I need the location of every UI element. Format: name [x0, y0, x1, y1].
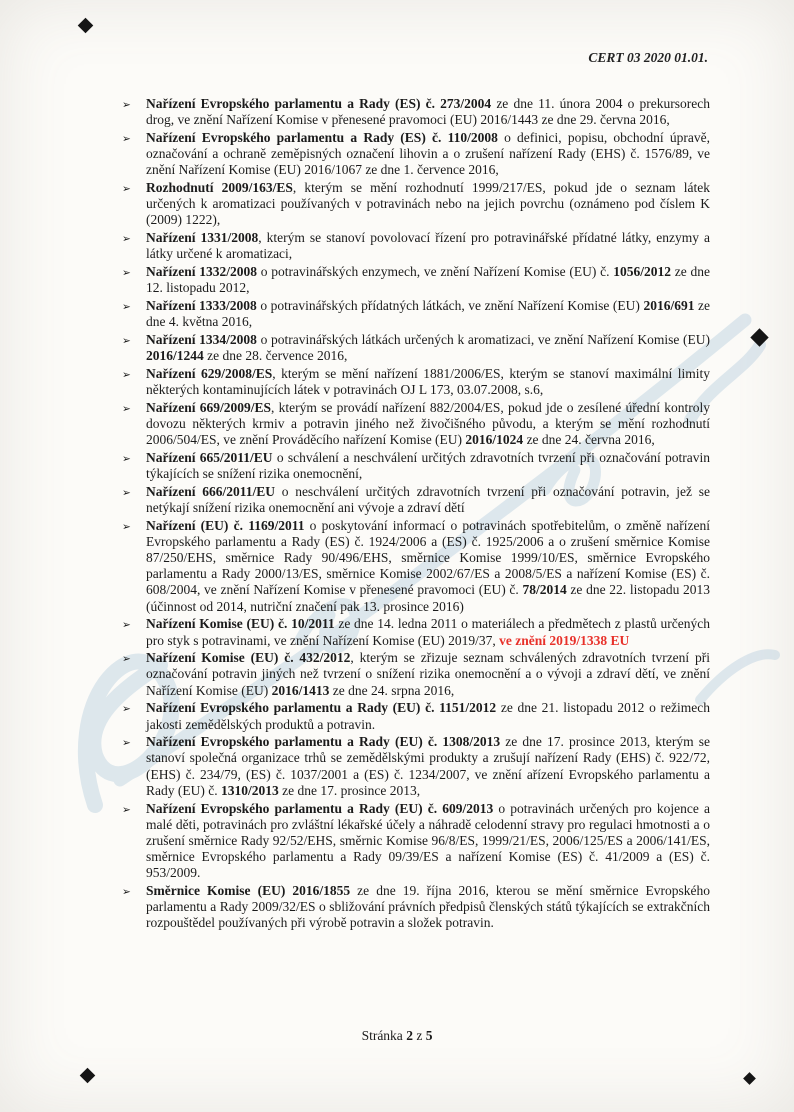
regulation-text: Nařízení Evropského parlamentu a Rady (EU) č. 1308/2013 ze dne 17. prosince 2013, kterým se stanoví společná organizace trhů se zemědělskými produkty a zrušují nařízení Rady (EHS) č. 922/72, (EHS) č. 234/79, (ES) č. 1037/2001 a (ES) č. 1234/2007, ve znění ařízení Evropského parlamentu a Rady (EU) č. 1310/2013 ze dne 17. prosince 2013,: [146, 734, 710, 798]
regulation-item: [122, 883, 710, 932]
arrow-bullet-icon: ➢: [122, 520, 131, 533]
regulation-text: Nařízení Evropského parlamentu a Rady (EU) č. 609/2013 o potravinách určených pro kojence a malé děti, potravinách pro zvláštní lékařské účely a náhradě celodenní stravy pro regulaci hmotnosti a o zrušení směrnice Rady 92/52/EHS, směrnic Komise 96/8/ES, 1999/21/ES, 2006/125/ES a 2006/141/ES, směrnice Evropského parlamentu a Rady 09/39/ES a nařízení Komise (ES) č. 41/2009 a (ES) č. 953/2009.: [146, 800, 710, 881]
arrow-bullet-icon: ➢: [122, 99, 131, 111]
regulation-text: Nařízení Evropského parlamentu a Rady (ES) č. 273/2004 ze dne 11. února 2004 o prekursorech drog, ve znění Nařízení Komise v přenesené pravomoci (EU) 2016/1443 ze dne 29. června 2016,: [146, 96, 710, 128]
arrow-bullet-icon: ➢: [122, 452, 131, 465]
regulation-item: [122, 734, 710, 799]
footer-page-label: Stránka: [361, 1028, 403, 1043]
arrow-bullet-icon: ➢: [122, 486, 131, 499]
arrow-bullet-icon: ➢: [122, 183, 131, 196]
regulation-text: Nařízení 1334/2008 o potravinářských látkách určených k aromatizaci, ve znění Nařízení Komise (EU) 2016/1244 ze dne 28. července 2016,: [146, 331, 710, 364]
arrow-bullet-icon: ➢: [122, 653, 131, 666]
scan-artifact-bottom-left: [80, 1068, 96, 1084]
regulation-text: Nařízení 1333/2008 o potravinářských přídatných látkách, ve znění Nařízení Komise (EU) 2016/691 ze dne 4. května 2016,: [146, 297, 710, 330]
regulation-text: Nařízení 629/2008/ES, kterým se mění nařízení 1881/2006/ES, kterým se stanoví maximální limity některých kontaminujících látek v potravinách OJ L 173, 03.07.2008, s.6,: [146, 365, 710, 397]
regulation-item: [122, 400, 710, 449]
regulation-item: [122, 616, 710, 648]
arrow-bullet-icon: ➢: [122, 737, 131, 750]
arrow-bullet-icon: ➢: [122, 334, 131, 347]
arrow-bullet-icon: ➢: [122, 703, 131, 716]
regulation-text: Nařízení Komise (EU) č. 10/2011 ze dne 14. ledna 2011 o materiálech a předmětech z plastů určených pro styk s potravinami, ve znění Nařízení Komise (EU) 2019/37, ve znění 2019/1338 EU: [146, 616, 710, 648]
regulation-item: [122, 180, 710, 229]
arrow-bullet-icon: ➢: [122, 619, 131, 632]
regulation-text: Rozhodnutí 2009/163/ES, kterým se mění rozhodnutí 1999/217/ES, pokud jde o seznam látek určených k aromatizaci používaných v potravinách nebo na jejich povrchu (oznámeno pod číslem K (2009) 1222),: [146, 180, 710, 228]
arrow-bullet-icon: ➢: [122, 132, 131, 145]
regulation-item: [122, 264, 710, 296]
regulation-item: [122, 650, 710, 699]
regulation-item: [122, 332, 710, 364]
regulation-text: Nařízení 1332/2008 o potravinářských enzymech, ve znění Nařízení Komise (EU) č. 1056/2012 ze dne 12. listopadu 2012,: [146, 264, 710, 296]
arrow-bullet-icon: ➢: [122, 803, 131, 816]
document-reference: CERT 03 2020 01.01.: [588, 50, 708, 65]
regulation-item: [122, 518, 710, 615]
regulation-item: [122, 298, 710, 330]
footer-page-number: 2: [406, 1028, 413, 1043]
footer-total-pages: 5: [425, 1028, 433, 1043]
arrow-bullet-icon: ➢: [122, 233, 131, 246]
regulation-text: Nařízení 666/2011/EU o neschválení určitých zdravotních tvrzení při označování potravin, jež se netýkají snížení rizika onemocnění ani vývoje a zdraví dětí: [146, 483, 711, 515]
scan-artifact-top-left: [78, 18, 94, 34]
scan-artifact-bottom-right: [743, 1072, 756, 1085]
regulation-text: Nařízení Evropského parlamentu a Rady (EU) č. 1151/2012 ze dne 21. listopadu 2012 o režimech jakosti zemědělských produktů a potravin.: [146, 700, 710, 732]
arrow-bullet-icon: ➢: [122, 402, 131, 415]
regulation-text: Nařízení Evropského parlamentu a Rady (ES) č. 110/2008 o definici, popisu, obchodní úpravě, označování a ochraně zeměpisných označení lihovin a o zrušení nařízení Rady (EHS) č. 1576/89, ve znění Nařízení Komise (EU) 2016/1067 ze dne 1. července 2016,: [146, 129, 710, 178]
arrow-bullet-icon: ➢: [122, 368, 131, 381]
regulation-item: [122, 366, 710, 398]
arrow-bullet-icon: ➢: [122, 300, 131, 313]
regulation-text: Nařízení 665/2011/EU o schválení a neschválení určitých zdravotních tvrzení při označování potravin týkajících se snížení rizika onemocnění,: [146, 449, 710, 481]
regulation-text: Nařízení 1331/2008, kterým se stanoví povolovací řízení pro potravinářské přídatné látky, enzymy a látky určené k aromatizaci,: [146, 230, 710, 262]
regulation-item: [122, 96, 710, 128]
regulation-item: [122, 801, 710, 882]
regulation-item: [122, 450, 710, 482]
page-footer: [0, 1028, 794, 1044]
footer-of-label: z: [416, 1028, 423, 1043]
regulation-text: Nařízení Komise (EU) č. 432/2012, kterým se zřizuje seznam schválených zdravotních tvrzení při označování potravin jiných než tvrzení o snížení rizika onemocnění a o vývoji a zdraví dětí, ve znění Nařízení Komise (EU) 2016/1413 ze dne 24. srpna 2016,: [146, 650, 710, 698]
regulation-text: Směrnice Komise (EU) 2016/1855 ze dne 19. října 2016, kterou se mění směrnice Evropského parlamentu a Rady 2009/32/ES o sbližování právních předpisů členských států týkajících se extrakčních rozpouštědel používaných při výrobě potravin a složek potravin.: [146, 883, 711, 931]
regulation-text: Nařízení (EU) č. 1169/2011 o poskytování informací o potravinách spotřebitelům, o změně nařízení Evropského parlamentu a Rady (ES) č. 1924/2006 a (ES) č. 1925/2006 a o zrušení směrnice Komise 87/250/EHS, směrnice Rady 90/496/EHS, směrnice Komise 1999/10/ES, směrnice Evropského parlamentu a Rady 2000/13/ES, směrnice Komise 2002/67/ES a 2008/5/ES a nařízení Komise (ES) č. 608/2004, ve znění Nařízení Komise v přenesené pravomoci (EU) č. 78/2014 ze dne 22. listopadu 2013 (účinnost od 2014, nutriční značení pak 13. prosince 2016): [146, 517, 710, 614]
regulation-item: [122, 484, 710, 516]
regulation-list: [122, 96, 710, 933]
regulation-item: [122, 230, 710, 262]
arrow-bullet-icon: ➢: [122, 886, 131, 899]
arrow-bullet-icon: ➢: [122, 267, 131, 280]
regulation-item: [122, 130, 710, 179]
regulation-text: Nařízení 669/2009/ES, kterým se provádí nařízení 882/2004/ES, pokud jde o zesílené úřední kontroly dovozu některých krmiv a potravin jiného než živočišného původu, a kterým se mění rozhodnutí 2006/504/ES, ve znění Prováděcího nařízení Komise (EU) 2016/1024 ze dne 24. června 2016,: [146, 399, 711, 448]
scan-artifact-right-edge: [750, 328, 768, 346]
regulation-item: [122, 700, 710, 732]
